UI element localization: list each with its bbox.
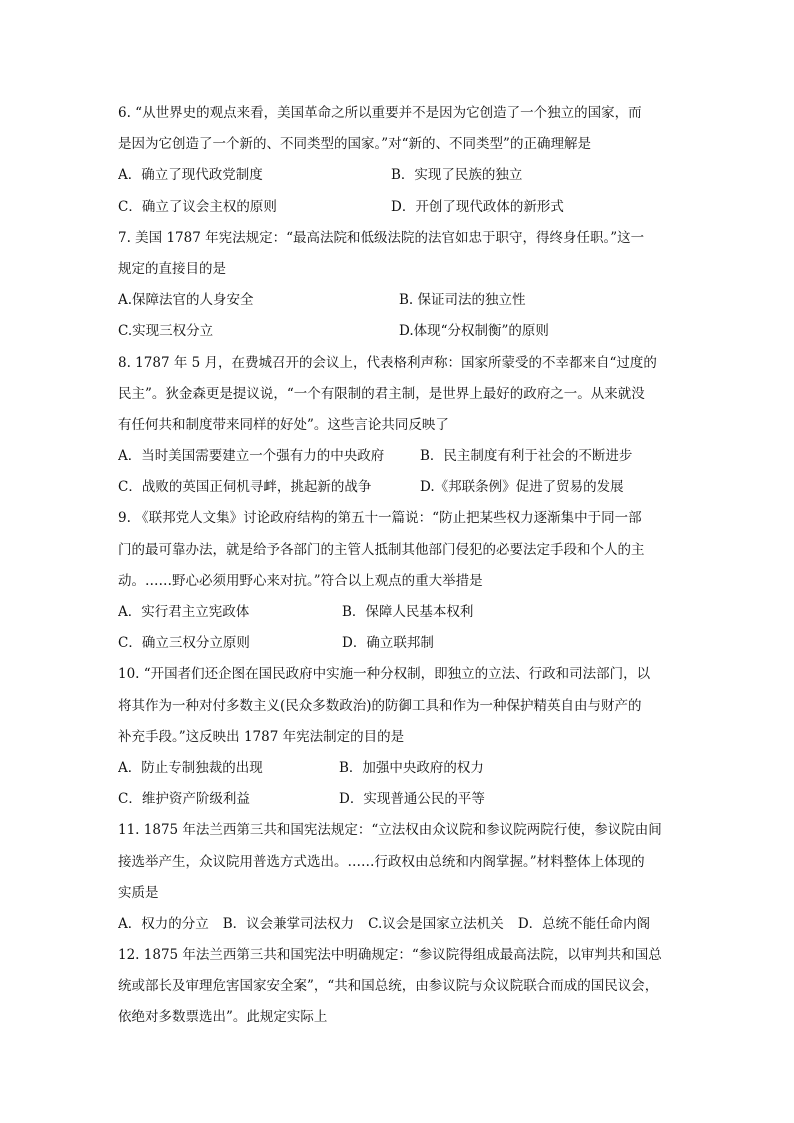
question-6-stem-line-1: 6. “从世界史的观点来看，美国革命之所以重要并不是因为它创造了一个独立的国家，而 xyxy=(118,105,642,121)
question-9-options-row-1 xyxy=(118,597,678,628)
question-11-option-b: B．议会兼掌司法权力 xyxy=(222,915,355,932)
question-9-stem-line-2: 门的最可靠办法，就是给予各部门的主管人抵制其他部门侵犯的必要法定手段和个人的主 xyxy=(118,541,645,558)
question-7-option-a: A.保障法官的人身安全 xyxy=(118,292,254,309)
question-8-options-row-1 xyxy=(118,441,678,472)
question-12-stem-line-2: 统或部长及审理危害国家安全案”，“共和国总统，由参议院与众议院联合而成的国民议会， xyxy=(118,978,659,995)
question-6-option-c: C．确立了议会主权的原则 xyxy=(118,198,277,215)
question-8-option-d: D.《邦联条例》促进了贸易的发展 xyxy=(420,479,624,496)
question-7-stem-line-1: 7. 美国 1787 年宪法规定：“最高法院和低级法院的法官如忠于职守，得终身任职。”这一 xyxy=(118,229,645,246)
question-12-stem-line-1: 12. 1875 年法兰西第三共和国宪法中明确规定：“参议院得组成最高法院，以审判共和国总 xyxy=(118,947,662,964)
question-10-option-b: B．加强中央政府的权力 xyxy=(339,759,484,776)
question-12 xyxy=(118,940,678,1034)
question-6-option-b: B．实现了民族的独立 xyxy=(391,167,523,184)
question-10-stem-line-2: 将其作为一种对付多数主义(民众多数政治)的防御工具和作为一种保护精英自由与财产的 xyxy=(118,697,642,714)
question-12-stem-line-3: 依绝对多数票选出”。此规定实际上 xyxy=(118,1009,328,1026)
question-10-options-row-2 xyxy=(118,784,678,815)
question-7-options-row-1 xyxy=(118,285,678,316)
question-10-stem-line-1: 10. “开国者们还企图在国民政府中实施一种分权制，即独立的立法、行政和司法部门，以 xyxy=(118,666,651,683)
question-7-stem-line-2: 规定的直接目的是 xyxy=(118,260,226,277)
question-8-option-c: C．战败的英国正伺机寻衅，挑起新的战争 xyxy=(118,479,372,496)
question-11-stem-line-1: 11. 1875 年法兰西第三共和国宪法规定：“立法权由众议院和参议院两院行使，参议院由间 xyxy=(118,822,662,839)
question-10-option-c: C．维护资产阶级利益 xyxy=(118,791,250,808)
question-9-option-a: A．实行君主立宪政体 xyxy=(118,604,250,620)
question-7-option-d: D.体现“分权制衡”的原则 xyxy=(399,323,549,340)
question-11 xyxy=(118,815,678,940)
question-9-option-c: C．确立三权分立原则 xyxy=(118,635,250,652)
question-11-options-row xyxy=(118,909,678,940)
question-9 xyxy=(118,503,678,659)
question-11-stem-line-2: 接选举产生，众议院用普选方式选出。……行政权由总统和内阁掌握。”材料整体上体现的 xyxy=(118,853,645,870)
question-11-option-d: D．总统不能任命内阁 xyxy=(517,915,651,932)
question-11-option-a: A．权力的分立 xyxy=(118,915,209,932)
question-8 xyxy=(118,348,678,504)
question-10-stem-line-3: 补充手段。”这反映出 1787 年宪法制定的目的是 xyxy=(118,728,405,745)
question-6-options-row-1 xyxy=(118,160,678,191)
question-9-stem-line-1: 9. 《联邦党人文集》讨论政府结构的第五十一篇说：“防止把某些权力逐渐集中于同一部 xyxy=(118,510,642,527)
question-8-stem-line-2: 民主”。狄金森更是提议说，“一个有限制的君主制，是世界上最好的政府之一。从来就没 xyxy=(118,385,645,402)
question-8-option-a: A．当时美国需要建立一个强有力的中央政府 xyxy=(118,448,385,465)
question-6-option-a: A．确立了现代政党制度 xyxy=(118,167,263,184)
question-7-option-c: C.实现三权分立 xyxy=(118,323,214,340)
question-9-option-d: D．确立联邦制 xyxy=(342,635,434,652)
question-9-stem-line-3: 动。……野心必须用野心来对抗。”符合以上观点的重大举措是 xyxy=(118,572,483,589)
question-10-options-row-1 xyxy=(118,753,678,784)
question-11-stem-line-3: 实质是 xyxy=(118,884,159,901)
question-9-option-b: B．保障人民基本权利 xyxy=(342,604,474,620)
question-6-stem-line-2: 是因为它创造了一个新的、不同类型的国家。”对“新的、不同类型”的正确理解是 xyxy=(118,136,591,153)
question-8-option-b: B．民主制度有利于社会的不断进步 xyxy=(420,448,633,465)
question-10-option-a: A．防止专制独裁的出现 xyxy=(118,759,263,776)
question-8-stem-line-1: 8. 1787 年 5 月，在费城召开的会议上，代表格利声称：国家所蒙受的不幸都来自“过度的 xyxy=(118,354,657,371)
question-10 xyxy=(118,659,678,815)
question-7 xyxy=(118,223,678,348)
question-11-option-c: C.议会是国家立法机关 xyxy=(368,915,504,932)
question-7-option-b: B. 保证司法的独立性 xyxy=(399,292,526,309)
question-10-option-d: D．实现普通公民的平等 xyxy=(339,791,485,808)
question-9-options-row-2 xyxy=(118,628,678,659)
question-list xyxy=(118,98,678,1034)
question-7-options-row-2 xyxy=(118,316,678,347)
question-6-options-row-2 xyxy=(118,192,678,223)
question-8-stem-line-3: 有任何共和制度带来同样的好处”。这些言论共同反映了 xyxy=(118,416,449,433)
question-6-option-d: D．开创了现代政体的新形式 xyxy=(391,198,564,215)
question-6 xyxy=(118,98,678,223)
question-8-options-row-2 xyxy=(118,472,678,503)
